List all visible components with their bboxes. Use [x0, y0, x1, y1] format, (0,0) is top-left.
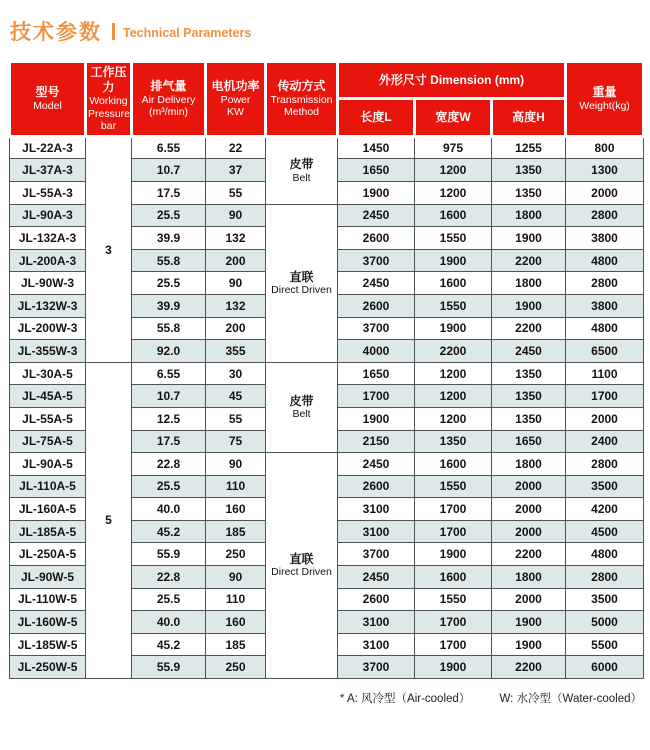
length-cell: 3100: [338, 611, 415, 634]
height-cell: 1350: [492, 159, 566, 182]
weight-cell: 2000: [566, 407, 644, 430]
air-delivery-cell: 6.55: [132, 136, 206, 159]
air-delivery-cell: 25.5: [132, 475, 206, 498]
height-cell: 2000: [492, 498, 566, 521]
header-power: [206, 62, 266, 137]
width-cell: 2200: [415, 340, 492, 363]
air-delivery-cell: 25.5: [132, 272, 206, 295]
model-cell: JL-250A-5: [10, 543, 86, 566]
power-cell: 30: [206, 362, 266, 385]
air-delivery-cell: 10.7: [132, 385, 206, 408]
transmission-en: Belt: [292, 408, 311, 421]
transmission-zh: 直联: [289, 552, 314, 567]
power-cell: 37: [206, 159, 266, 182]
header-air-delivery: [132, 62, 206, 137]
air-delivery-cell: 10.7: [132, 159, 206, 182]
table-row: [10, 362, 644, 385]
model-cell: JL-132W-3: [10, 294, 86, 317]
header-weight-en: Weight(kg): [579, 100, 630, 113]
weight-cell: 3800: [566, 294, 644, 317]
power-cell: 132: [206, 294, 266, 317]
header-weight: [566, 62, 644, 137]
model-cell: JL-185A-5: [10, 520, 86, 543]
width-cell: 1550: [415, 588, 492, 611]
header-weight-zh: 重量: [592, 85, 617, 100]
width-cell: 1200: [415, 407, 492, 430]
header-length-label: 长度L: [360, 110, 392, 125]
width-cell: 1900: [415, 317, 492, 340]
weight-cell: 2800: [566, 204, 644, 227]
header-height: [492, 99, 566, 136]
header-air-unit: (m³/min): [148, 106, 189, 119]
width-cell: 1700: [415, 633, 492, 656]
weight-cell: 2000: [566, 181, 644, 204]
length-cell: 1650: [338, 159, 415, 182]
weight-cell: 4800: [566, 249, 644, 272]
model-cell: JL-110W-5: [10, 588, 86, 611]
height-cell: 1650: [492, 430, 566, 453]
air-delivery-cell: 25.5: [132, 588, 206, 611]
model-cell: JL-37A-3: [10, 159, 86, 182]
model-cell: JL-75A-5: [10, 430, 86, 453]
weight-cell: 3800: [566, 227, 644, 250]
width-cell: 1550: [415, 475, 492, 498]
power-cell: 110: [206, 588, 266, 611]
width-cell: 1600: [415, 272, 492, 295]
length-cell: 2600: [338, 227, 415, 250]
header-dimension-label: 外形尺寸 Dimension (mm): [378, 72, 525, 87]
width-cell: 1550: [415, 294, 492, 317]
width-cell: 1600: [415, 204, 492, 227]
power-cell: 45: [206, 385, 266, 408]
header-height-label: 高度H: [512, 110, 545, 125]
model-cell: JL-45A-5: [10, 385, 86, 408]
air-delivery-cell: 39.9: [132, 294, 206, 317]
air-delivery-cell: 45.2: [132, 633, 206, 656]
header-air-zh: 排气量: [150, 78, 187, 93]
header-power-zh: 电机功率: [211, 78, 260, 93]
width-cell: 1600: [415, 566, 492, 589]
weight-cell: 1700: [566, 385, 644, 408]
technical-parameters-table: [8, 60, 645, 679]
power-cell: 250: [206, 543, 266, 566]
length-cell: 2450: [338, 566, 415, 589]
model-cell: JL-200A-3: [10, 249, 86, 272]
header-width: [415, 99, 492, 136]
table-row: [10, 136, 644, 159]
length-cell: 3700: [338, 543, 415, 566]
footnote-water-cooled: W: 水冷型（Water-cooled）: [499, 693, 642, 706]
model-cell: JL-110A-5: [10, 475, 86, 498]
length-cell: 1900: [338, 407, 415, 430]
weight-cell: 2800: [566, 566, 644, 589]
air-delivery-cell: 17.5: [132, 430, 206, 453]
length-cell: 2600: [338, 475, 415, 498]
width-cell: 1550: [415, 227, 492, 250]
air-delivery-cell: 22.8: [132, 566, 206, 589]
height-cell: 2000: [492, 588, 566, 611]
length-cell: 1450: [338, 136, 415, 159]
height-cell: 2450: [492, 340, 566, 363]
length-cell: 3700: [338, 656, 415, 679]
height-cell: 1800: [492, 204, 566, 227]
width-cell: 1700: [415, 520, 492, 543]
air-delivery-cell: 25.5: [132, 204, 206, 227]
model-cell: JL-200W-3: [10, 317, 86, 340]
width-cell: 1700: [415, 611, 492, 634]
air-delivery-cell: 40.0: [132, 498, 206, 521]
width-cell: 1350: [415, 430, 492, 453]
header-transmission-zh: 传动方式: [277, 78, 326, 93]
transmission-zh: 直联: [289, 269, 314, 284]
power-cell: 200: [206, 249, 266, 272]
header-pressure-en3: bar: [100, 120, 117, 133]
height-cell: 1900: [492, 633, 566, 656]
page-title-en: Technical Parameters: [123, 25, 252, 40]
weight-cell: 4800: [566, 543, 644, 566]
power-cell: 90: [206, 566, 266, 589]
weight-cell: 4500: [566, 520, 644, 543]
header-pressure-en2: Pressure: [88, 107, 131, 120]
header-length: [338, 99, 415, 136]
model-cell: JL-185W-5: [10, 633, 86, 656]
model-cell: JL-250W-5: [10, 656, 86, 679]
header-power-unit: KW: [227, 106, 244, 119]
header-power-en: Power: [220, 93, 251, 106]
footnote: [8, 690, 642, 706]
length-cell: 2600: [338, 294, 415, 317]
transmission-zh: 皮带: [289, 157, 314, 172]
width-cell: 1600: [415, 453, 492, 476]
header-pressure-en1: Working: [89, 95, 128, 107]
weight-cell: 2400: [566, 430, 644, 453]
weight-cell: 4200: [566, 498, 644, 521]
weight-cell: 1300: [566, 159, 644, 182]
weight-cell: 2800: [566, 453, 644, 476]
header-model-zh: 型号: [35, 85, 60, 100]
weight-cell: 5000: [566, 611, 644, 634]
width-cell: 1200: [415, 362, 492, 385]
height-cell: 1350: [492, 181, 566, 204]
height-cell: 2200: [492, 543, 566, 566]
length-cell: 2150: [338, 430, 415, 453]
power-cell: 75: [206, 430, 266, 453]
length-cell: 3700: [338, 249, 415, 272]
power-cell: 250: [206, 656, 266, 679]
length-cell: 3100: [338, 520, 415, 543]
transmission-cell: [266, 453, 338, 679]
height-cell: 1900: [492, 611, 566, 634]
width-cell: 1900: [415, 656, 492, 679]
weight-cell: 1100: [566, 362, 644, 385]
power-cell: 160: [206, 611, 266, 634]
air-delivery-cell: 6.55: [132, 362, 206, 385]
height-cell: 2200: [492, 656, 566, 679]
model-cell: JL-132A-3: [10, 227, 86, 250]
model-cell: JL-160W-5: [10, 611, 86, 634]
transmission-zh: 皮带: [289, 393, 314, 408]
height-cell: 1255: [492, 136, 566, 159]
length-cell: 1650: [338, 362, 415, 385]
width-cell: 1900: [415, 249, 492, 272]
height-cell: 2000: [492, 475, 566, 498]
weight-cell: 6500: [566, 340, 644, 363]
weight-cell: 4800: [566, 317, 644, 340]
transmission-cell: [266, 204, 338, 362]
height-cell: 2200: [492, 249, 566, 272]
table-header: [10, 62, 644, 137]
transmission-en: Direct Driven: [271, 566, 332, 579]
header-air-en: Air Delivery: [141, 93, 196, 106]
height-cell: 1900: [492, 227, 566, 250]
length-cell: 3100: [338, 633, 415, 656]
air-delivery-cell: 55.8: [132, 249, 206, 272]
air-delivery-cell: 39.9: [132, 227, 206, 250]
air-delivery-cell: 45.2: [132, 520, 206, 543]
width-cell: 1900: [415, 543, 492, 566]
footnote-air-cooled: * A: 风冷型（Air-cooled）: [339, 693, 471, 706]
transmission-cell: [266, 362, 338, 452]
length-cell: 2450: [338, 272, 415, 295]
length-cell: 3700: [338, 317, 415, 340]
length-cell: 3100: [338, 498, 415, 521]
weight-cell: 3500: [566, 475, 644, 498]
header-transmission: [266, 62, 338, 137]
length-cell: 2450: [338, 204, 415, 227]
model-cell: JL-30A-5: [10, 362, 86, 385]
header-transmission-en2: Method: [283, 106, 320, 119]
header-model-en: Model: [33, 100, 62, 113]
power-cell: 200: [206, 317, 266, 340]
power-cell: 110: [206, 475, 266, 498]
table-body: [10, 136, 644, 678]
model-cell: JL-90A-5: [10, 453, 86, 476]
height-cell: 1350: [492, 362, 566, 385]
power-cell: 160: [206, 498, 266, 521]
header-pressure-zh: 工作压力: [90, 65, 127, 94]
length-cell: 1700: [338, 385, 415, 408]
weight-cell: 5500: [566, 633, 644, 656]
transmission-cell: [266, 136, 338, 204]
model-cell: JL-90W-3: [10, 272, 86, 295]
header-transmission-en1: Transmission: [270, 93, 333, 106]
air-delivery-cell: 12.5: [132, 407, 206, 430]
header-dimension-group: [338, 62, 566, 99]
power-cell: 355: [206, 340, 266, 363]
model-cell: JL-355W-3: [10, 340, 86, 363]
weight-cell: 6000: [566, 656, 644, 679]
air-delivery-cell: 22.8: [132, 453, 206, 476]
air-delivery-cell: 55.9: [132, 543, 206, 566]
length-cell: 2450: [338, 453, 415, 476]
power-cell: 132: [206, 227, 266, 250]
power-cell: 185: [206, 633, 266, 656]
weight-cell: 2800: [566, 272, 644, 295]
pressure-cell: 5: [86, 362, 132, 678]
model-cell: JL-55A-3: [10, 181, 86, 204]
page-title-zh: 技术参数: [10, 21, 102, 44]
pressure-cell: 3: [86, 136, 132, 362]
height-cell: 1350: [492, 385, 566, 408]
model-cell: JL-90A-3: [10, 204, 86, 227]
height-cell: 1800: [492, 453, 566, 476]
length-cell: 2600: [338, 588, 415, 611]
air-delivery-cell: 55.8: [132, 317, 206, 340]
air-delivery-cell: 92.0: [132, 340, 206, 363]
power-cell: 22: [206, 136, 266, 159]
height-cell: 2200: [492, 317, 566, 340]
header-working-pressure: [86, 62, 132, 137]
width-cell: 975: [415, 136, 492, 159]
page-title: [10, 16, 642, 46]
model-cell: JL-90W-5: [10, 566, 86, 589]
power-cell: 55: [206, 407, 266, 430]
length-cell: 4000: [338, 340, 415, 363]
header-width-label: 宽度W: [435, 110, 471, 125]
transmission-en: Belt: [292, 171, 311, 184]
air-delivery-cell: 40.0: [132, 611, 206, 634]
model-cell: JL-55A-5: [10, 407, 86, 430]
power-cell: 185: [206, 520, 266, 543]
weight-cell: 800: [566, 136, 644, 159]
power-cell: 90: [206, 453, 266, 476]
height-cell: 1900: [492, 294, 566, 317]
transmission-en: Direct Driven: [271, 284, 332, 297]
power-cell: 90: [206, 204, 266, 227]
height-cell: 1800: [492, 272, 566, 295]
length-cell: 1900: [338, 181, 415, 204]
title-divider-bar: [112, 23, 115, 40]
height-cell: 1800: [492, 566, 566, 589]
model-cell: JL-22A-3: [10, 136, 86, 159]
width-cell: 1200: [415, 159, 492, 182]
power-cell: 90: [206, 272, 266, 295]
height-cell: 1350: [492, 407, 566, 430]
height-cell: 2000: [492, 520, 566, 543]
model-cell: JL-160A-5: [10, 498, 86, 521]
power-cell: 55: [206, 181, 266, 204]
width-cell: 1200: [415, 181, 492, 204]
air-delivery-cell: 55.9: [132, 656, 206, 679]
width-cell: 1200: [415, 385, 492, 408]
width-cell: 1700: [415, 498, 492, 521]
header-model: [10, 62, 86, 137]
air-delivery-cell: 17.5: [132, 181, 206, 204]
weight-cell: 3500: [566, 588, 644, 611]
